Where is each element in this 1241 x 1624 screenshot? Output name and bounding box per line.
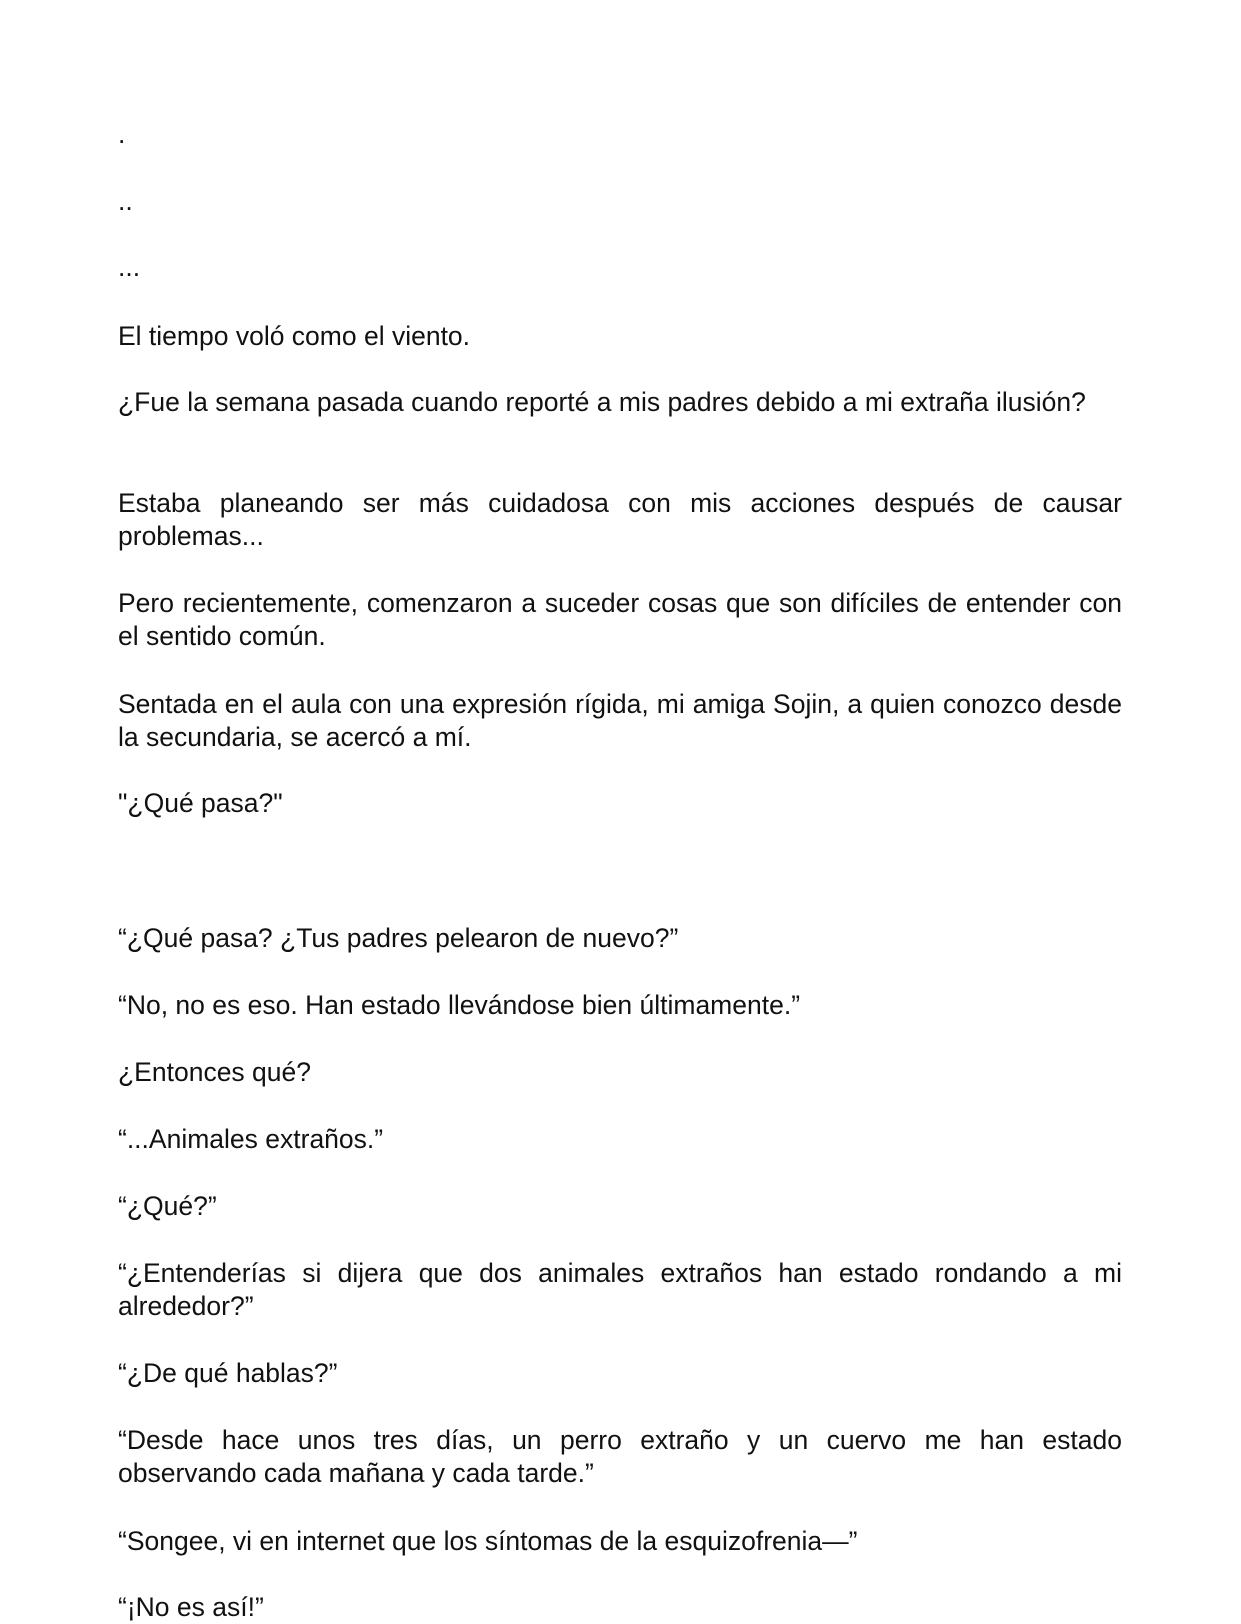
paragraph-recently: Pero recientemente, comenzaron a suceder cosas que son difíciles de entender con el sentido común. [118, 588, 1122, 651]
paragraph-last-week: ¿Fue la semana pasada cuando reporté a mis padres debido a mi extraña ilusión? [118, 387, 1086, 417]
paragraph-strange-animals: “...Animales extraños.” [118, 1124, 384, 1154]
paragraph-time-flew: El tiempo voló como el viento. [118, 321, 471, 351]
paragraph-would-you-understand: “¿Entenderías si dijera que dos animales extraños han estado rondando a mi alrededor?” [118, 1258, 1122, 1321]
paragraph-sojin: Sentada en el aula con una expresión rígida, mi amiga Sojin, a quien conozco desde la secundaria, se acercó a mí. [118, 689, 1122, 752]
paragraph-then-what: ¿Entonces qué? [118, 1057, 311, 1087]
paragraph-not-that: “No, no es eso. Han estado llevándose bien últimamente.” [118, 990, 801, 1020]
paragraph-three-days: “Desde hace unos tres días, un perro extraño y un cuervo me han estado observando cada mañana y cada tarde.” [118, 1425, 1122, 1488]
paragraph-what-are-you-talking: “¿De qué hablas?” [118, 1358, 338, 1388]
paragraph-parents-fought: “¿Qué pasa? ¿Tus padres pelearon de nuevo?” [118, 923, 679, 953]
paragraph-que-pasa: "¿Qué pasa?" [118, 788, 283, 818]
paragraph-dot-3: ... [118, 252, 141, 282]
paragraph-dot-2: .. [118, 186, 133, 216]
paragraph-dot-1: . [118, 119, 126, 149]
paragraph-what: “¿Qué?” [118, 1191, 217, 1221]
paragraph-no-es-asi: “¡No es así!” [118, 1592, 264, 1622]
paragraph-songee: “Songee, vi en internet que los síntomas de la esquizofrenia—” [118, 1526, 858, 1556]
paragraph-planning: Estaba planeando ser más cuidadosa con mis acciones después de causar problemas... [118, 488, 1122, 551]
